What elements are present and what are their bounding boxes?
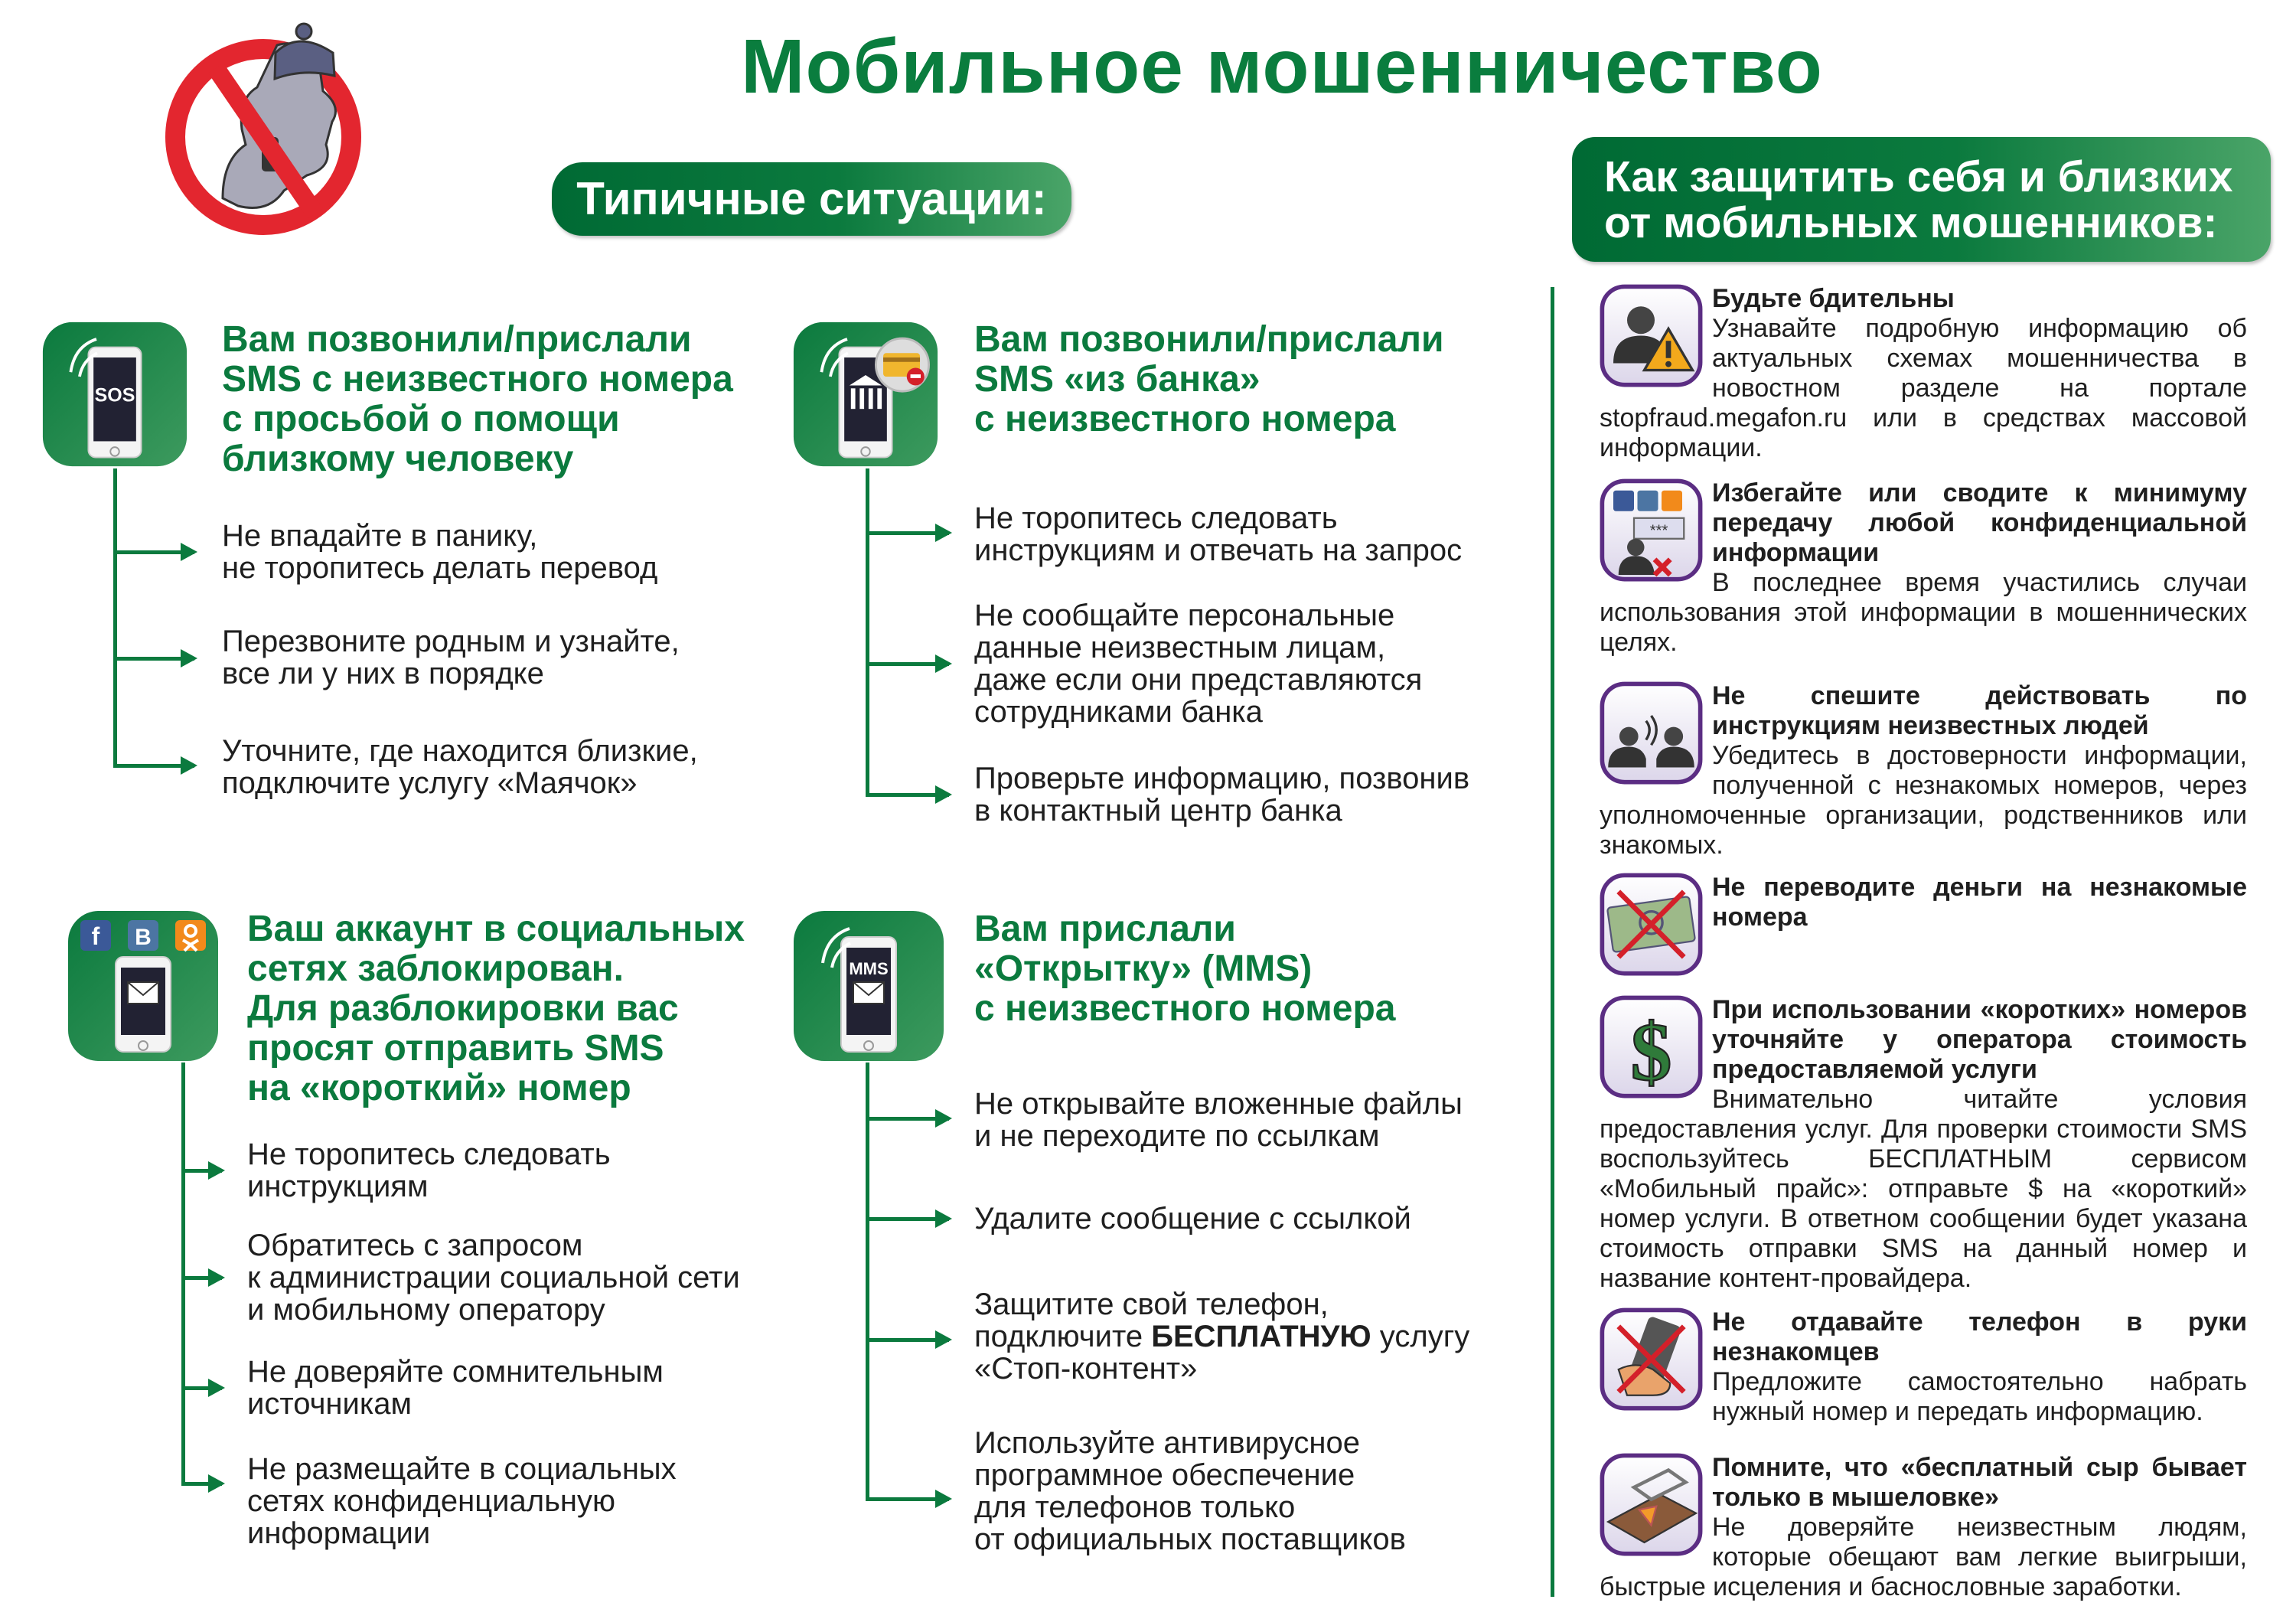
heading-line: Вам позвонили/прислали <box>222 319 692 360</box>
situation-heading <box>974 909 1395 1029</box>
advice-item <box>974 1288 1469 1385</box>
tip-heading: Не отдавайте телефон в руки незнакомцев <box>1712 1307 2247 1366</box>
protection-tip <box>1600 873 2247 978</box>
arrow-icon <box>181 1482 222 1486</box>
arrow-icon <box>181 1276 222 1280</box>
advice-line: Не сообщайте персональные <box>974 599 1395 632</box>
advice-line: Не впадайте в панику, <box>222 519 538 553</box>
advice-line: Не торопитесь следовать <box>974 501 1338 535</box>
advice-line: Не торопитесь следовать <box>247 1138 611 1171</box>
protect-header-line: Как защитить себя и близких <box>1604 152 2233 201</box>
tip-body: Предложите самостоятельно набрать нужный номер и передать информацию. <box>1712 1367 2247 1426</box>
advice-item <box>974 599 1422 728</box>
heading-line: Вам позвонили/прислали <box>974 319 1444 360</box>
advice-line: данные неизвестным лицам, <box>974 631 1386 664</box>
advice-line: подключите услугу «Маячок» <box>222 766 638 800</box>
protection-tip <box>1600 1307 2247 1427</box>
advice-line: Проверьте информацию, позвонив <box>974 762 1470 795</box>
advice-item <box>222 520 657 584</box>
heading-line: просят отправить SMS <box>247 1028 664 1069</box>
arrow-icon <box>866 662 949 666</box>
heading-line: Ваш аккаунт в социальных <box>247 909 745 949</box>
protection-tip <box>1600 995 2247 1294</box>
arrow-icon <box>866 1217 949 1221</box>
heading-line: «Открытку» (MMS) <box>974 948 1313 989</box>
arrow-icon <box>866 1117 949 1121</box>
text-segment: услугу <box>1371 1320 1470 1353</box>
advice-line: к администрации социальной сети <box>247 1261 740 1294</box>
tip-heading: Не спешите действовать по инструкциям неизвестных людей <box>1712 681 2247 740</box>
advice-line: даже если они представляются <box>974 663 1423 697</box>
advice-line: «Стоп-контент» <box>974 1352 1198 1386</box>
advice-line: программное обеспечение <box>974 1458 1355 1492</box>
advice-item <box>974 1427 1406 1555</box>
advice-line: от официальных поставщиков <box>974 1523 1406 1556</box>
advice-item <box>247 1356 664 1420</box>
advice-item <box>222 625 680 690</box>
social-password-icon <box>1600 478 1703 582</box>
advice-line: инструкциям и отвечать на запрос <box>974 534 1463 567</box>
protection-tip <box>1600 284 2247 463</box>
mms-phone-icon <box>792 909 945 1063</box>
advice-item <box>974 1088 1463 1152</box>
money-crossed-icon <box>1600 873 1703 976</box>
bank-phone-icon <box>792 321 939 468</box>
protection-tip <box>1600 681 2247 860</box>
advice-item <box>974 762 1469 827</box>
arrow-icon <box>113 657 194 661</box>
arrow-icon <box>866 531 949 535</box>
advice-line: Перезвоните родным и узнайте, <box>222 625 680 658</box>
people-talking-icon <box>1600 681 1703 785</box>
heading-line: с неизвестного номера <box>974 399 1396 439</box>
screen-label: MMS <box>849 959 889 978</box>
tip-heading: Будьте бдительны <box>1712 284 1955 313</box>
heading-line: Для разблокировки вас <box>247 988 679 1029</box>
protect-header <box>1572 137 2271 262</box>
advice-item <box>247 1229 740 1326</box>
advice-line: не торопитесь делать перевод <box>222 551 658 585</box>
text-segment: подключите <box>974 1320 1152 1353</box>
advice-line: информации <box>247 1516 431 1550</box>
svg-text:$: $ <box>1630 1007 1672 1098</box>
svg-text:f: f <box>91 922 100 950</box>
advice-line: в контактный центр банка <box>974 794 1342 827</box>
advice-line: для телефонов только <box>974 1490 1296 1524</box>
column-divider <box>1551 287 1554 1597</box>
advice-item <box>247 1453 677 1549</box>
flow-line <box>866 468 869 797</box>
page-title: Мобильное мошенничество <box>741 24 1823 109</box>
tip-heading: Избегайте или сводите к минимуму передачу любой конфиденциальной информации <box>1712 478 2247 567</box>
advice-line: сетях конфиденциальную <box>247 1484 615 1518</box>
advice-line: Обратитесь с запросом <box>247 1229 583 1262</box>
protection-tip <box>1600 1453 2247 1602</box>
advice-line: Удалите сообщение с ссылкой <box>974 1202 1411 1236</box>
advice-line: и не переходите по ссылкам <box>974 1119 1380 1153</box>
social-phone-icon <box>67 909 220 1063</box>
arrow-icon <box>181 1386 222 1390</box>
sos-phone-icon <box>41 321 188 468</box>
advice-line: сотрудниками банка <box>974 695 1263 729</box>
situation-heading <box>222 320 733 479</box>
tip-body: Не доверяйте неизвестным людям, которые обещают вам легкие выигрыши, быстрые исцеления и баснословные заработки. <box>1600 1513 2247 1601</box>
tip-heading: Не переводите деньги на незнакомые номера <box>1712 873 2247 932</box>
heading-line: сетях заблокирован. <box>247 948 624 989</box>
tip-heading: При использовании «коротких» номеров уточняйте у оператора стоимость предоставляемой услуги <box>1712 995 2247 1084</box>
tip-body: Убедитесь в достоверности информации, полученной с незнакомых номеров, через уполномоченные организации, родственников или знакомых. <box>1600 741 2247 860</box>
advice-line: и мобильному оператору <box>247 1293 605 1327</box>
advice-item <box>222 735 698 799</box>
arrow-icon <box>113 764 194 768</box>
heading-line: близкому человеку <box>222 439 574 479</box>
tip-body: Узнавайте подробную информацию об актуальных схемах мошенничества в новостном разделе на портале stopfraud.megafon.ru или в средствах массовой информации. <box>1600 314 2247 462</box>
flow-line <box>866 1063 869 1501</box>
advice-line: Защитите свой телефон, <box>974 1288 1329 1321</box>
arrow-icon <box>113 550 194 554</box>
heading-line: SMS с неизвестного номера <box>222 359 733 400</box>
protect-header-line: от мобильных мошенников: <box>1604 198 2218 247</box>
advice-item <box>974 1203 1411 1235</box>
svg-text:B: B <box>135 925 152 950</box>
tip-heading: Помните, что «бесплатный сыр бывает только в мышеловке» <box>1712 1453 2247 1512</box>
situation-heading <box>247 909 745 1108</box>
svg-text:***: *** <box>1649 522 1668 540</box>
mousetrap-icon <box>1600 1453 1703 1556</box>
tip-body: В последнее время участились случаи использования этой информации в мошеннических целях. <box>1600 568 2247 657</box>
advice-line: инструкциям <box>247 1170 429 1203</box>
advice-line: Не открывайте вложенные файлы <box>974 1087 1463 1121</box>
advice-item <box>247 1138 611 1203</box>
screen-label: SOS <box>94 384 135 406</box>
advice-line: все ли у них в порядке <box>222 657 544 690</box>
advice-line: Уточните, где находится близкие, <box>222 734 698 768</box>
flow-line <box>181 1063 185 1486</box>
advice-line: Не размещайте в социальных <box>247 1452 677 1486</box>
advice-line: источникам <box>247 1387 412 1421</box>
arrow-icon <box>181 1169 222 1173</box>
arrow-icon <box>866 1338 949 1342</box>
arrow-icon <box>866 793 949 797</box>
advice-line: Не доверяйте сомнительным <box>247 1355 664 1389</box>
dollar-icon <box>1600 995 1703 1098</box>
heading-line: на «короткий» номер <box>247 1068 631 1108</box>
emphasis-text: БЕСПЛАТНУЮ <box>1151 1320 1371 1353</box>
tip-body: Внимательно читайте условия предоставления услуг. Для проверки стоимости SMS воспользуйтесь БЕСПЛАТНЫМ сервисом «Мобильный прайс»: отправьте $ на «короткий» номер услуги. В ответном сообщении будет указана стоимость отправки SMS на данный номер и название контент-провайдера. <box>1600 1085 2247 1293</box>
person-warning-icon <box>1600 284 1703 387</box>
heading-line: с просьбой о помощи <box>222 399 620 439</box>
situation-heading <box>974 320 1443 439</box>
flow-line <box>113 468 117 768</box>
phone-hand-crossed-icon <box>1600 1307 1703 1411</box>
arrow-icon <box>866 1497 949 1501</box>
heading-line: с неизвестного номера <box>974 988 1396 1029</box>
advice-line: Используйте антивирусное <box>974 1426 1360 1460</box>
protection-tip <box>1600 478 2247 658</box>
situations-header: Типичные ситуации: <box>552 162 1071 236</box>
heading-line: SMS «из банка» <box>974 359 1261 400</box>
advice-line <box>974 1320 1469 1353</box>
heading-line: Вам прислали <box>974 909 1236 949</box>
advice-item <box>974 502 1462 566</box>
